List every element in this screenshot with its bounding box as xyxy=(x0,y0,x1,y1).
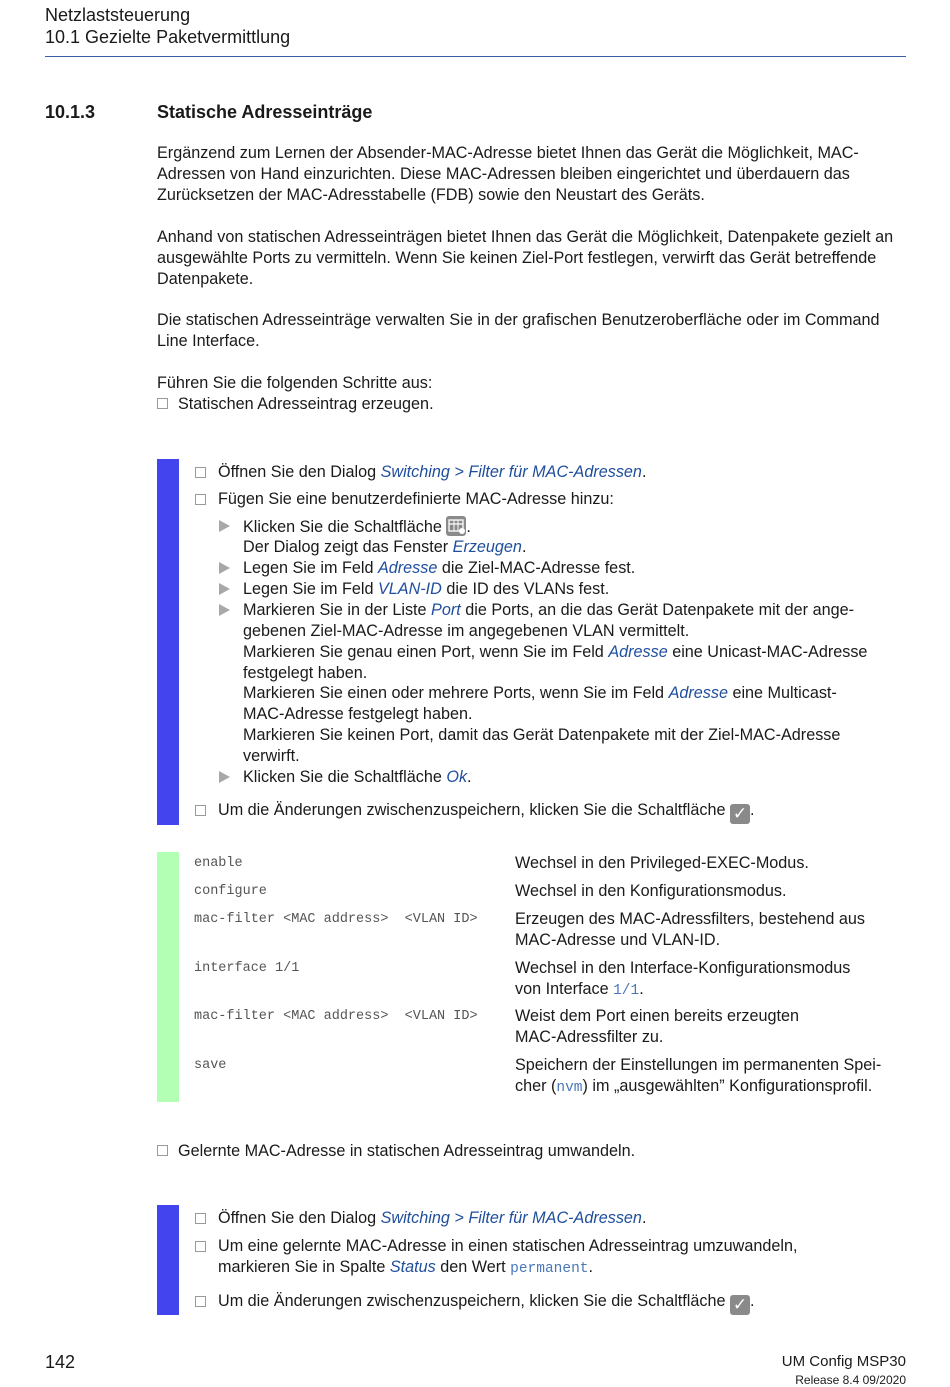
text: Markieren Sie keinen Port, damit das Gerät Datenpakete mit der Ziel-MAC-Adresse xyxy=(243,726,841,744)
gui-marker-bar xyxy=(157,459,179,825)
checkbox-icon xyxy=(195,1241,206,1252)
text: Legen Sie im Feld xyxy=(243,580,378,598)
cli-description xyxy=(515,979,910,1002)
field-link: Port xyxy=(431,601,461,619)
text: . xyxy=(588,1258,593,1276)
dialog-link[interactable]: Switching > Filter für MAC-Adressen xyxy=(380,1209,642,1227)
text: die Ports, an die das Gerät Datenpakete mit der ange- xyxy=(460,601,854,619)
checkbox-icon xyxy=(195,1213,206,1224)
gui-marker-bar xyxy=(157,1205,179,1315)
checkbox-icon xyxy=(195,1296,206,1307)
field-link: Adresse xyxy=(377,559,438,577)
permanent-code: permanent xyxy=(510,1261,589,1277)
paragraph-3 xyxy=(157,310,907,352)
cli-command: configure xyxy=(194,884,267,899)
paragraph-text: Ergänzend zum Lernen der Absender-MAC-Adresse bietet Ihnen das Gerät die Möglichkeit, MAC-Adressen von Hand einzurichten. Diese MAC-Adressen bleiben eingerichtet und überdauern das Zurücksetzen der MAC-Adresstabelle (FDB) sowie den Neustart des Geräts. xyxy=(157,144,859,204)
text: Klicken Sie die Schaltfläche xyxy=(243,518,447,536)
text: markieren Sie in Spalte xyxy=(218,1258,390,1276)
text: Markieren Sie genau einen Port, wenn Sie im Feld xyxy=(243,643,609,661)
save-check-icon[interactable]: ✓ xyxy=(730,1295,750,1315)
header-rule xyxy=(45,56,906,57)
text: Öffnen Sie den Dialog xyxy=(218,463,381,481)
paragraph-2 xyxy=(157,227,907,289)
checkbox-icon xyxy=(195,494,206,505)
arrow-bullet-icon xyxy=(219,604,230,616)
cli-description xyxy=(515,1076,910,1099)
cli-marker-bar xyxy=(157,852,179,1102)
chapter-title: Netzlaststeuerung xyxy=(45,5,191,25)
text: Markieren Sie in der Liste xyxy=(243,601,432,619)
text: . xyxy=(467,768,472,786)
release-info: Release 8.4 09/2020 xyxy=(795,1373,906,1387)
text: Legen Sie im Feld xyxy=(243,559,378,577)
arrow-bullet-icon xyxy=(219,771,230,783)
text: . xyxy=(466,518,471,536)
section-heading: 10.1 Gezielte Paketvermittlung xyxy=(45,27,291,47)
text: . xyxy=(750,801,755,819)
paragraph-1 xyxy=(157,143,907,205)
task-2-label: Gelernte MAC-Adresse in statischen Adresseintrag umwandeln. xyxy=(178,1142,636,1160)
checkbox-icon xyxy=(195,467,206,478)
paragraph-4 xyxy=(157,373,907,394)
section-title: Statische Adresseinträge xyxy=(157,102,373,122)
text: Markieren Sie einen oder mehrere Ports, wenn Sie im Feld xyxy=(243,684,669,702)
cli-description: Erzeugen des MAC-Adressfilters, bestehend aus xyxy=(515,910,866,928)
paragraph-text: Führen Sie die folgenden Schritte aus: xyxy=(157,374,433,392)
cli-command: save xyxy=(194,1058,227,1073)
task-1-label: Statischen Adresseintrag erzeugen. xyxy=(178,395,434,413)
field-link: Adresse xyxy=(608,643,668,661)
text: von Interface xyxy=(515,980,614,998)
arrow-bullet-icon xyxy=(219,520,230,532)
cli-command: mac-filter <MAC address> <VLAN ID> xyxy=(194,1009,478,1024)
text: Klicken Sie die Schaltfläche xyxy=(243,768,447,786)
nvm-code: nvm xyxy=(556,1080,583,1096)
cli-description: MAC-Adressfilter zu. xyxy=(515,1028,664,1046)
cli-description: Wechsel in den Interface-Konfigurationsmodus xyxy=(515,959,851,977)
checkbox-icon xyxy=(157,1145,168,1156)
interface-code: 1/1 xyxy=(613,983,640,999)
text: festgelegt haben. xyxy=(243,664,368,682)
text: Der Dialog zeigt das Fenster xyxy=(243,538,453,556)
paragraph-text: Die statischen Adresseinträge verwalten Sie in der grafischen Benutzeroberfläche oder im Command Line Interface. xyxy=(157,311,880,350)
task-1 xyxy=(157,394,434,415)
text: die ID des VLANs fest. xyxy=(441,580,610,598)
text: ) im „ausgewählten” Konfigurationsprofil. xyxy=(582,1077,873,1095)
checkbox-icon xyxy=(157,398,168,409)
text: eine Unicast-MAC-Adresse xyxy=(667,643,868,661)
paragraph-text: Anhand von statischen Adresseinträgen bietet Ihnen das Gerät die Möglichkeit, Datenpakete gezielt an ausgewählte Ports zu vermitteln. Wenn Sie keinen Ziel-Port festlegen, verwirft das Gerät betreffende Datenpakete. xyxy=(157,228,894,288)
text: Um die Änderungen zwischenzuspeichern, klicken Sie die Schaltfläche xyxy=(218,801,730,819)
text: die Ziel-MAC-Adresse fest. xyxy=(437,559,636,577)
checkbox-icon xyxy=(195,805,206,816)
text: den Wert xyxy=(435,1258,511,1276)
cli-description: Wechsel in den Konfigurationsmodus. xyxy=(515,882,787,900)
section-number: 10.1.3 xyxy=(45,102,96,122)
dialog-link[interactable]: Switching > Filter für MAC-Adressen xyxy=(380,463,642,481)
create-table-icon[interactable] xyxy=(446,516,466,536)
cli-command: interface 1/1 xyxy=(194,961,300,976)
cli-description: Wechsel in den Privileged-EXEC-Modus. xyxy=(515,854,809,872)
cli-command: enable xyxy=(194,856,243,871)
text: Öffnen Sie den Dialog xyxy=(218,1209,381,1227)
text: cher ( xyxy=(515,1077,557,1095)
text: eine Multicast- xyxy=(727,684,837,702)
task-2 xyxy=(157,1141,635,1162)
arrow-bullet-icon xyxy=(219,562,230,574)
cli-description: MAC-Adresse und VLAN-ID. xyxy=(515,931,721,949)
text: . xyxy=(521,538,527,556)
cli-description: Weist dem Port einen bereits erzeugten xyxy=(515,1007,800,1025)
text: Um die Änderungen zwischenzuspeichern, klicken Sie die Schaltfläche xyxy=(218,1292,730,1310)
field-link: VLAN-ID xyxy=(377,580,442,598)
add-step-text: Fügen Sie eine benutzerdefinierte MAC-Adresse hinzu: xyxy=(218,490,614,508)
arrow-bullet-icon xyxy=(219,583,230,595)
cli-description: Speichern der Einstellungen im permanenten Spei- xyxy=(515,1056,882,1074)
document-title: UM Config MSP30 xyxy=(781,1353,906,1370)
page-number: 142 xyxy=(45,1352,76,1372)
text: . xyxy=(641,1209,647,1227)
save-check-icon[interactable]: ✓ xyxy=(730,804,750,824)
text: verwirft. xyxy=(243,747,300,765)
text: Um eine gelernte MAC-Adresse in einen statischen Adresseintrag umzuwandeln, xyxy=(218,1237,798,1255)
text: . xyxy=(641,463,647,481)
text: . xyxy=(750,1292,755,1310)
ok-button-link: Ok xyxy=(446,768,468,786)
field-link: Adresse xyxy=(668,684,728,702)
text: . xyxy=(639,980,644,998)
column-link: Status xyxy=(389,1258,436,1276)
window-link: Erzeugen xyxy=(452,538,522,556)
text: gebenen Ziel-MAC-Adresse im angegebenen VLAN vermittelt. xyxy=(243,622,690,640)
text: MAC-Adresse festgelegt haben. xyxy=(243,705,473,723)
cli-command: mac-filter <MAC address> <VLAN ID> xyxy=(194,912,478,927)
